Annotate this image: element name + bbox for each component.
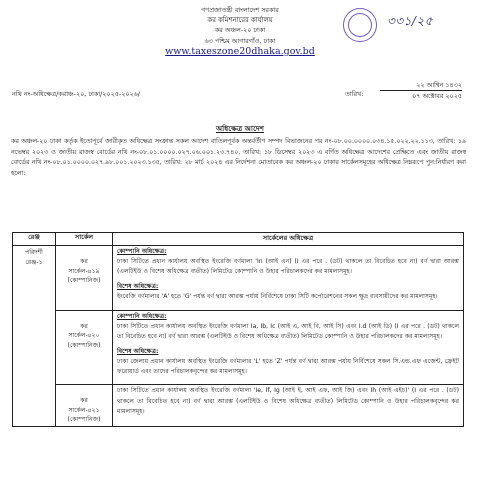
office-address: ৬৩ পশ্চিম আগারগাঁও, ঢাকা bbox=[204, 36, 276, 45]
circle-name: কর bbox=[80, 258, 88, 265]
circle-name: কর bbox=[80, 322, 88, 330]
jurisdiction-cell bbox=[113, 246, 464, 311]
jurisdiction-cell bbox=[113, 385, 464, 427]
date-bangla: ২২ আশ্বিন ১৪৩২ bbox=[380, 80, 462, 91]
handwritten-number: ৩৩১/২৫ bbox=[387, 14, 434, 28]
office-seal-stamp bbox=[343, 8, 377, 42]
section-heading: বিশেষ অধিক্ষেত্র: bbox=[117, 348, 159, 356]
intro-paragraph: কর অঞ্চল-২০ ঢাকা কর্তৃক ইতোপূর্বে জারীকৃত অধিক্ষেত্র সংক্রান্ত সকল আদেশ বাতিলপূর্বক অন্তর্বর্তীণ সম্পদ বিভাজনের পর নং-০৮.০০.০০০০.০৩৪.১৫.০২২.২২.১১৩, তারিখ: ১৯ নভেম্বর ২০২৩ ও জাতীয় রাজস্ব বোর্ডের নথি নং-০৮.০১.০০০০.০২৭.০৬.০০১.২৩.৭৪০, তারিখ: ১৮ ডিসেম্বর ২০২৩ এ বর্ণিত অধিক্ষেত্র আদেশের প্রেক্ষিতে এবং জাতীয় রাজস্ব বোর্ডের নথি নং-০৮.০১.০০০০.০২৭.৯৮.০০১.২০২৩.১৩৫, তারিখ: ২৮ মার্চ ২০২৪ এর নির্দেশনা মোতাবেক কর অঞ্চল-২০ ঢাকার সার্কেলসমূহের অধিক্ষেত্র নিম্নরূপে পুন:নির্ধারণ করা হলো: bbox=[11, 138, 466, 177]
range-label: পরিদর্শী bbox=[25, 249, 43, 256]
header-range: রেঞ্জ bbox=[13, 233, 56, 246]
circle-name: কর bbox=[80, 397, 88, 405]
jurisdiction-section bbox=[117, 247, 459, 277]
circle-number: সার্কেল-৪২১ bbox=[68, 406, 100, 414]
memo-number: নথি নং-অধিক্ষেত্র/করাঞ্চ-২০, ঢাকা/২০২৫-২০২৬/ bbox=[12, 90, 140, 98]
section-text: ইংরেজি বর্ণমালার 'A' হতে 'G' পর্যন্ত বর্ণ দ্বারা আরম্ভ পর্যায় নির্বিশেষে ঢাকা সিটি কর্পোরেশনের সকল ক্ষুদ্র ব্যবসায়ীদের কর মামলাসমূহ। bbox=[117, 293, 438, 301]
circle-number: সার্কেল-৪১৯ bbox=[68, 267, 100, 275]
section-text: ঢাকা জেলায় প্রধান কার্যালয় অবস্থিত ইংরেজি বর্ণমালার 'L' হতে 'Z' পর্যন্ত বর্ণ দ্বারা আরম্ভ পর্যায় নির্বিশেষে সকল সি.এন্ড.এফ এজেন্ট, ফ্রেইট ফরোয়ার্ড এবং তাদের পরিচালকবৃন্দের কর মামলাসমূহ। bbox=[117, 358, 459, 376]
circle-type: (কোম্পানিজ) bbox=[67, 277, 101, 284]
jurisdiction-cell bbox=[113, 310, 464, 385]
order-title: অধিক্ষেত্র আদেশ bbox=[215, 124, 265, 133]
section-text: ঢাকা সিটিতে প্রধান কার্যালয় অবস্থিত ইংরেজি বর্ণমালা 'In (আই এন) (I এর পরে . (ডট) থাকলে তা বিবেচিত হবে না) বর্ণ দ্বারা আরম্ভ (এলটিইউ ও বিশেষ অধিক্ষেত্র ব্যতীত) লিমিটেড কোম্পানি ও উহার পরিচালকদের কর মামলাসমূহ। bbox=[117, 258, 459, 276]
section-heading: কোম্পানি অধিক্ষেত্র: bbox=[117, 312, 167, 320]
jurisdiction-table bbox=[12, 232, 464, 427]
website-link[interactable]: www.taxeszone20dhaka.gov.bd bbox=[165, 45, 315, 57]
jurisdiction-section bbox=[117, 282, 459, 302]
date-block bbox=[380, 80, 462, 101]
jurisdiction-section bbox=[117, 386, 459, 417]
date-english: ০৭ অক্টোবর ২০২৫ bbox=[412, 92, 462, 100]
circle-cell bbox=[56, 310, 113, 385]
table-row bbox=[13, 246, 464, 311]
circle-cell bbox=[56, 385, 113, 427]
circle-type: (কোম্পানিজ) bbox=[67, 341, 101, 349]
zone-name: কর অঞ্চল-২০ ঢাকা bbox=[214, 26, 266, 35]
date-label: তারিখ: bbox=[345, 90, 364, 98]
jurisdiction-section bbox=[117, 347, 459, 377]
circle-type: (কোম্পানিজ) bbox=[67, 416, 101, 424]
header-jurisdiction: সার্কেলের অধিক্ষেত্র bbox=[113, 233, 464, 246]
jurisdiction-section bbox=[117, 312, 459, 342]
table-header-row bbox=[13, 233, 464, 246]
range-number: রেঞ্জ-১ bbox=[25, 258, 43, 266]
range-cell bbox=[13, 246, 56, 427]
section-text: ঢাকা সিটিতে প্রধান কার্যালয় অবস্থিত ইংরেজি বর্ণমালা 'Ie, If, Ig (আই ই, আই এফ, আই জি) এবং Ih (আই এইচ)' (I এর পরে . (ডট) থাকলে তা বিবেচিত হবে না) বর্ণ দ্বারা আরম্ভ (এলটিইউ ও বিশেষ অধিক্ষেত্র ব্যতীত) লিমিটেড কোম্পানি ও উহার পরিচালকবৃন্দের কর মামলাসমূহ। bbox=[117, 387, 459, 415]
section-heading: কোম্পানি অধিক্ষেত্র: bbox=[117, 248, 167, 255]
table-row bbox=[13, 385, 464, 427]
circle-number: সার্কেল-৪২০ bbox=[68, 332, 100, 340]
office-name: কর কমিশনারের কার্যালয় bbox=[207, 16, 273, 25]
govt-name: গণপ্রজাতন্ত্রী বাংলাদেশ সরকার bbox=[201, 6, 279, 14]
header-circle: সার্কেল bbox=[56, 233, 113, 246]
section-text: ঢাকা সিটিতে প্রধান কার্যালয় অবস্থিত ইংরেজি বর্ণমালা Ia, Ib, Ic (আই এ, আই বি, আই সি) এবং I.d (আই ডি) (I এর পরে . (ডট) থাকলে তা বিবেচিত হবে না) বর্ণ দ্বারা আরম্ভ (এলটিইউ ও বিশেষ অধিক্ষেত্র ব্যতীত) লিমিটেড কোম্পানি ও উহার পরিচালকদের কর মামলাসমূহ। bbox=[117, 322, 459, 340]
section-heading: বিশেষ অধিক্ষেত্র: bbox=[117, 283, 159, 291]
circle-cell bbox=[56, 246, 113, 311]
table-row bbox=[13, 310, 464, 385]
